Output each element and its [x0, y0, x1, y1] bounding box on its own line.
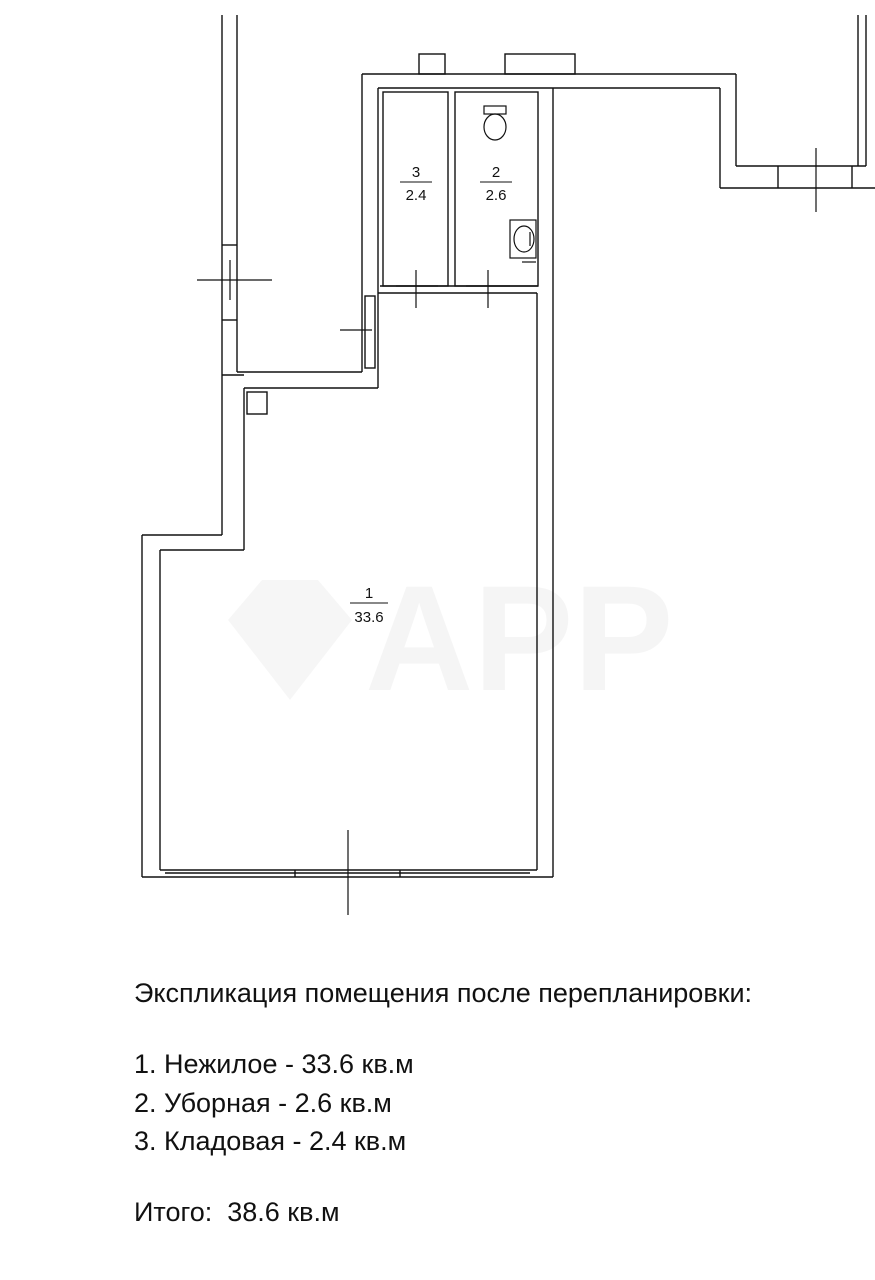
- room-number: 1: [364, 585, 374, 602]
- explication-block: [134, 978, 854, 1228]
- axis-marks: [197, 148, 816, 915]
- room-area: 2.4: [405, 187, 427, 204]
- explication-title: Экспликация помещения после перепланировки:: [134, 978, 753, 1008]
- room-area: 33.6: [354, 609, 384, 626]
- watermark: [228, 554, 673, 722]
- toilet-icon: [484, 106, 506, 140]
- sink-icon: [510, 220, 536, 262]
- room-label-2: [480, 164, 512, 204]
- room-label-3: [400, 164, 432, 204]
- explication-item: 3. Кладовая - 2.4 кв.м: [134, 1126, 407, 1157]
- room-number: 2: [491, 164, 501, 181]
- watermark-logo-icon: [228, 580, 352, 700]
- room-number: 3: [411, 164, 421, 181]
- walls: [142, 15, 875, 877]
- watermark-text: [365, 554, 673, 722]
- explication-item: 2. Уборная - 2.6 кв.м: [134, 1087, 392, 1118]
- room-area: 2.6: [485, 187, 507, 204]
- explication-total: Итого: 38.6 кв.м: [134, 1196, 340, 1227]
- explication-item: 1. Нежилое - 33.6 кв.м: [134, 1049, 414, 1079]
